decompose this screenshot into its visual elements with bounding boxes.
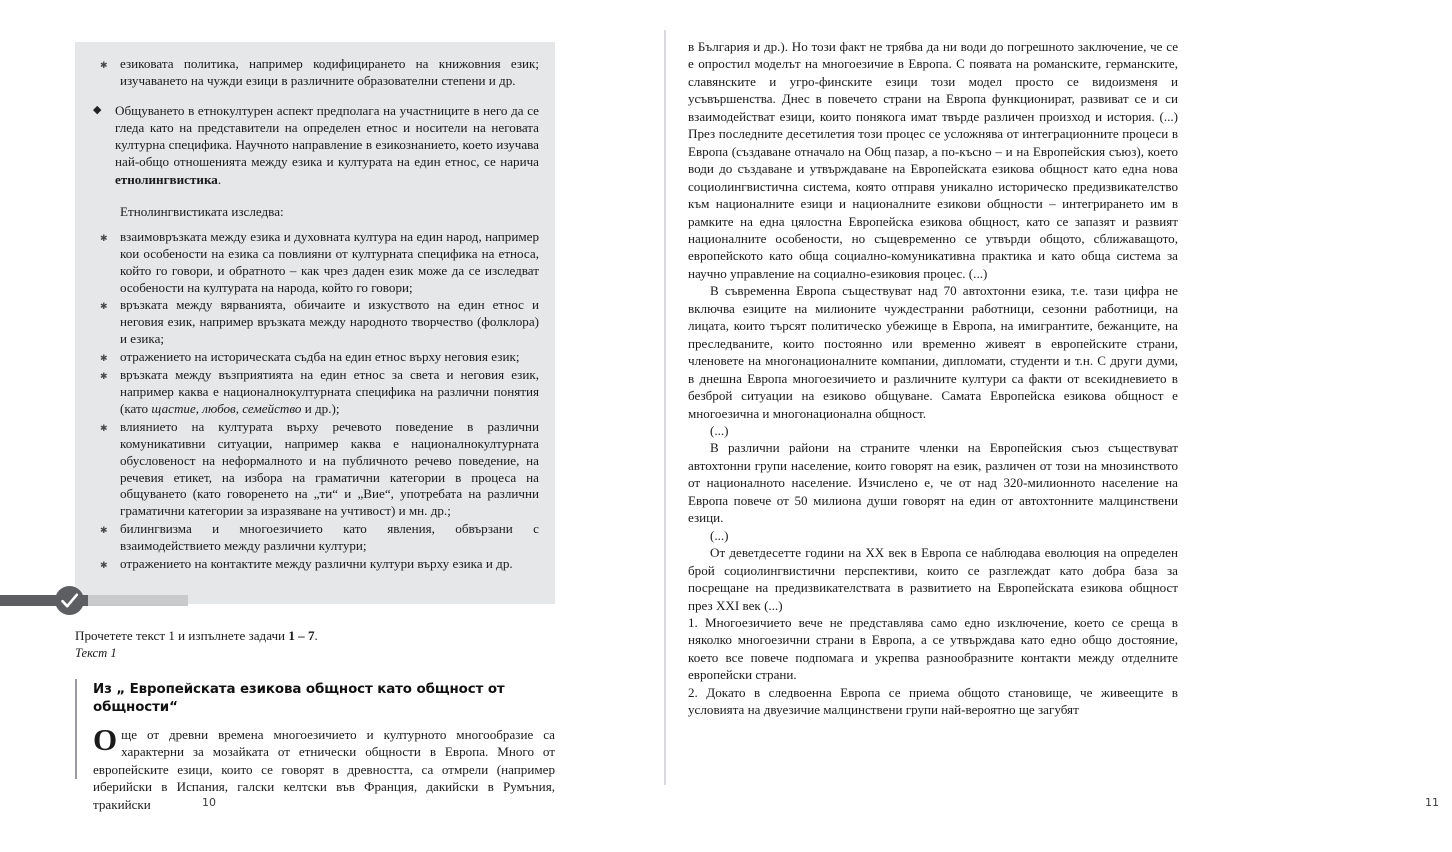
list-item-text: отражението на историческата съдба на един етнос върху неговия език; <box>120 349 520 365</box>
paragraph: (...) <box>710 422 729 438</box>
task-range: 1 – 7 <box>288 628 315 643</box>
diamond-paragraph-text: Общуването в етнокултурен аспект предполага на участниците в него да се гледа като на представители на определен етнос и носители на неговата културна специфика. Научното направление в езикознанието, което изучава най-общо отношенията между езика и културата на един етнос, се нарича <box>115 102 539 170</box>
excerpt-body-text: ще от древни времена многоезичието и културното многообразие са характерни за мозайката от етнически общности в Европа. Много от европейските езици, които се говорят в древността, са отмрели (например иберийски в Испания, галски келтски във Франция, дакийски в Румъния, тракийски <box>93 727 555 812</box>
list-item <box>93 521 539 555</box>
paragraph: В различни райони на страните членки на Европейския съюз съществуват автохтонни групи население, които говорят на език, различен от този на мнозинството от националното население. Изчислено е, че от над 320-милионното население на Европа повече от 50 милиона души говорят на един от автохтонните малцинствени езици. <box>688 440 1178 526</box>
asterisk-bullet-icon: ✱ <box>100 525 108 536</box>
asterisk-bullet-icon: ✱ <box>100 232 108 243</box>
paragraph: 1. Многоезичието вече не представлява само едно изключение, което се среща в няколко многоезични страни в Европа, а се утвърждава като едно общо достояние, което все повече подпомага и укрепва разнообразните контакти между отделните европейски страни. <box>688 614 1178 683</box>
task-instruction <box>75 627 555 644</box>
list-item <box>93 349 539 366</box>
list-item-tail: и др.); <box>301 400 340 416</box>
excerpt-body <box>93 722 555 813</box>
italic-terms: щастие, любов, семейство <box>151 400 302 416</box>
task-instruction-tail: . <box>314 628 318 643</box>
list-item-text: взаимовръзката между езика и духовната култура на един народ, например кои особености на езика са повлияни от културната специфика на етноса, който го говори, и обратното – как чрез даден език може да се изследват особености на културата на народа, който го говори; <box>120 228 539 295</box>
list-item-text: отражението на контактите между различни култури върху езика и др. <box>120 556 513 572</box>
list-item <box>93 556 539 573</box>
right-page <box>630 0 1439 852</box>
asterisk-bullet-icon: ✱ <box>100 422 108 433</box>
list-intro-line: Етнолингвистиката изследва: <box>120 203 284 219</box>
drop-cap: О <box>93 722 118 757</box>
diamond-paragraph-tail: . <box>217 171 222 187</box>
page-number-right: 11 <box>1425 796 1439 809</box>
asterisk-bullet-icon: ✱ <box>100 560 108 571</box>
left-lower-content <box>75 627 555 813</box>
check-circle-icon <box>55 586 84 615</box>
list-item <box>93 367 539 418</box>
list-item <box>93 297 539 348</box>
asterisk-bullet-icon: ✱ <box>100 371 108 382</box>
paragraph: В съвременна Европа съществуват над 70 автохтонни езика, т.е. тази цифра не включва езиците на милионите чуждестранни работници, сезонни работници, на лицата, които търсят политическо убежище в Европа, на имигрантите, бежанците, на преследваните, които постоянно или временно живеят в европейските страни, членовете на многонационалните компании, дипломати, студенти и т.н. С други думи, в днешна Европа многоезичието и различните култури са факти от всекидневието в безброй ситуации на езиково общуване. Самата Европейска езикова общност е многоезична и многонационална общност. <box>688 283 1178 421</box>
list-item <box>93 56 539 90</box>
highlight-panel <box>75 42 555 604</box>
paragraph: в България и др.). Но този факт не трябва да ни води до погрешното заключение, че се е опростил моделът на многоезичие в Европа. С появата на романските, германските, славянските и угро-финските езици този модел просто се видоизменя и усъвършенства. Днес в повечето страни на Европа функционират, развиват се и си взаимодействат езици, които понякога имат твърде различен произход и история. (...) През последните десетилетия този процес се усложнява от интеграционните процеси в Европа (създаване отначало на Общ пазар, а по-късно – и на Европейския съюз), което води до създаване и утвърждаване на Европейската езикова общност като една нова социолингвистична система, която отправя уникално историческо предизвикателство към националните езици и националните езикови общности – интегрирането им в рамките на една цялостна Европейска езикова общност, като се запазят и развият националните особености, но същевременно се утвърди общото, сближаващото, европейското като обща социално-комуникативна практика и като обща система за научно управление на социално-езиковия процес. (...) <box>688 39 1178 281</box>
list-item-text: езиковата политика, например кодифицирането на книжовния език; изучаването на чужди езици в различните образователни степени и др. <box>120 56 539 88</box>
list-item-text: влиянието на културата върху речевото поведение в различни комуникативни ситуации, например каква е националнокултурната обусловеност на неформалното и на публичното речево поведение, на речевия етикет, на избора на граматични категории в процеса на общуването (като говоренето на „ти“ и „Вие“, употребата на различни граматични категории за изразяване на учтивост) и мн. др.; <box>120 418 539 519</box>
diamond-paragraph <box>93 102 539 188</box>
list-item <box>93 229 539 297</box>
text-label: Текст 1 <box>75 646 117 660</box>
paragraph: 2. Докато в следвоенна Европа се приема общото становище, че живеещите в условията на двуезичие малцинствени групи най-вероятно ще загубят <box>688 684 1178 718</box>
list-item-text: билингвизма и многоезичието като явления, обвързани с взаимодействието между различни култури; <box>120 521 539 554</box>
diamond-bullet-icon: ◆ <box>93 103 102 116</box>
right-column <box>688 38 1178 719</box>
asterisk-bullet-icon: ✱ <box>100 301 108 312</box>
list-item <box>93 419 539 520</box>
left-page <box>0 0 630 852</box>
task-instruction-text: Прочетете текст 1 и изпълнете задачи <box>75 628 289 643</box>
list-item-text: връзката между възприятията на един етнос за света и неговия език, например каква е националнокултурната специфика на различни понятия (като <box>120 367 539 416</box>
asterisk-bullet-icon: ✱ <box>100 60 108 70</box>
page-number-left: 10 <box>202 796 216 809</box>
list-item-text: връзката между вярванията, обичаите и изкуството на един етнос и неговия език, например връзката между народното творчество (фолклора) и езика; <box>120 297 539 347</box>
excerpt-title: Из „ Европейската езикова общност като общност от общности“ <box>93 682 505 715</box>
bullet-list <box>93 229 539 573</box>
paragraph: От деветдесетте години на XX век в Европа се наблюдава еволюция на определен брой социолингвистични перспективи, които се разглеждат като добра база за посрещане на предизвикателствата в развитието на Европейската езикова общност през XXI век (...) <box>688 545 1178 613</box>
paragraph: (...) <box>710 527 729 543</box>
bold-term: етнолингвистика <box>115 171 218 187</box>
excerpt-block <box>75 681 555 813</box>
asterisk-bullet-icon: ✱ <box>100 353 108 364</box>
badge-bar-light <box>88 595 188 606</box>
